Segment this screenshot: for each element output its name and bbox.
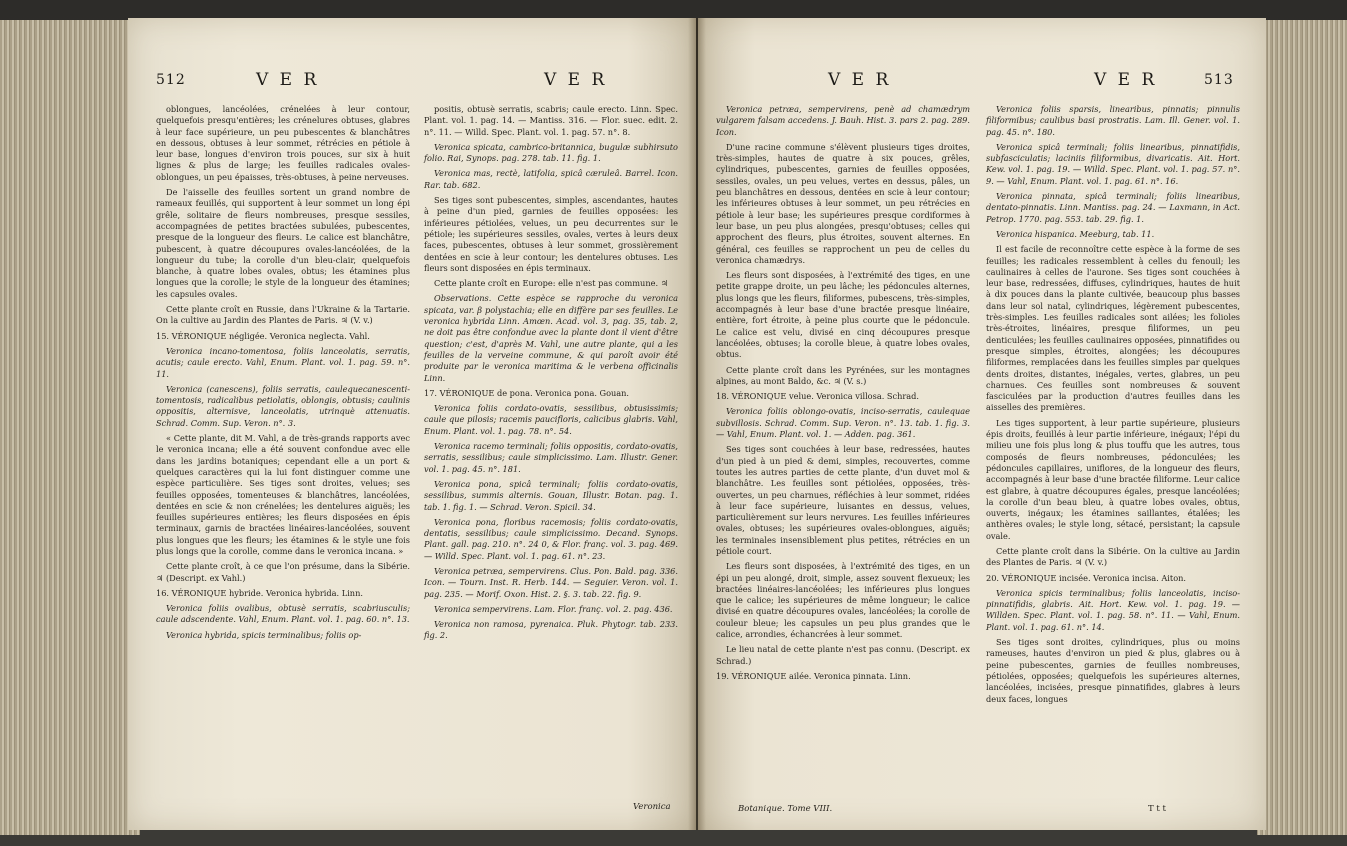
- left-column-1: [156, 104, 410, 645]
- paragraph: Ses tiges sont couchées à leur base, redressées, hautes d'un pied à un pied & demi, simples, recouvertes, comme toutes les autres parties de cette plante, d'un duvet mol & blanchâtre. Les feuilles sont pétiolées, opposées, très-ouvertes, un peu charnues, réfléchies à leur sommet, ridées à leur face supérieure, luisantes en dessus, velues, particulièrement sur leurs nervures. Les feuilles inférieures ovales, obtuses; les supérieures ovales-oblongues, aiguës; les terminales insensiblement plus petites, rétrécies en un pétiole court.: [716, 444, 970, 556]
- paragraph: Veronica foliis ovalibus, obtusè serratis, scabriusculis; caule adscendente. Vahl, Enum. Plant. vol. 1. pag. 60. n°. 13.: [156, 603, 410, 625]
- paragraph: Cette plante croît, à ce que l'on présume, dans la Sibérie. ♃ (Descript. ex Vahl.): [156, 561, 410, 583]
- right-column-1: [716, 104, 970, 686]
- right-column-2: [986, 104, 1240, 709]
- paragraph: Les fleurs sont disposées, à l'extrémité des tiges, en un épi un peu alongé, droit, simple, assez souvent flexueux; les bractées linéaires-lancéolées; les inférieures plus longues que le calice; les supérieures de même longueur; le calice divisé en quatre découpures ovales, lancéolées; la corolle de couleur bleue; les capsules un peu plus grandes que le calice, arrondies, échancrées à leur sommet.: [716, 561, 970, 640]
- paragraph: Veronica pona, spicâ terminali; foliis cordato-ovatis, sessilibus, summis alternis. Gouan, Illustr. Botan. pag. 1. tab. 1. fig. 1. — Schrad. Veron. Spicil. 34.: [424, 478, 678, 512]
- paragraph: Ses tiges sont pubescentes, simples, ascendantes, hautes à peine d'un pied, garnies de feuilles opposées: les inférieures pétiolées, velues, un peu decurrentes sur le pétiole; les supérieures sessiles, ovales, vertes à leurs deux faces, pubescentes, obtuses à leur sommet, grossièrement dentées en scie à leur contour; les dentelures obtuses. Les fleurs sont disposées en épis terminaux.: [424, 195, 678, 273]
- paragraph: Veronica incano-tomentosa, foliis lanceolatis, serratis, acutis; caule erecto. Vahl, Enum. Plant. vol. 1. pag. 59. n°. 11.: [156, 345, 410, 379]
- paragraph: Veronica hybrida, spicis terminalibus; foliis op-: [166, 629, 362, 640]
- right-volume-footer: Botanique. Tome VIII.: [738, 804, 833, 814]
- right-page-number: 513: [1204, 72, 1234, 88]
- paragraph: Veronica mas, rectè, latifolia, spicâ cæruleâ. Barrel. Icon. Rar. tab. 682.: [424, 168, 678, 190]
- right-running-head: [716, 70, 1256, 94]
- left-page-number: 512: [156, 72, 186, 88]
- page-edges-right: [1257, 20, 1347, 835]
- paragraph: Veronica spicâ terminali; foliis linearibus, pinnatifidis, subfasciculatis; laciniis filiformibus, divaricatis. Ait. Hort. Kew. vol. 1. pag. 19. — Willd. Spec. Plant. vol. 1. pag. 57. n°. 9. — Vahl, Enum. Plant. vol. 1. pag. 61. n°. 16.: [986, 141, 1240, 186]
- paragraph: Les fleurs sont disposées, à l'extrémité des tiges, en une petite grappe droite, un peu lâche; les pédoncules alternes, plus longs que les fleurs, filiformes, pubescens, très-simples, accompagnés à leur base d'une bractée presque linéaire, entière, fort étroite, à peine plus courte que le pédoncule. Le calice est velu, divisé en cinq découpures presque lancéolées, obtuses; la corolle bleue, à quatre lobes ovales, obtus.: [716, 270, 970, 360]
- paragraph: Cette plante croît en Europe: elle n'est pas commune. ♃: [434, 278, 668, 289]
- paragraph: Veronica pinnata, spicâ terminali; foliis linearibus, dentato-pinnatis. Linn. Mantiss. pag. 24. — Laxmann, in Act. Petrop. 1770. pag. 553. tab. 29. fig. 1.: [986, 191, 1240, 224]
- left-catchword: Veronica: [633, 802, 671, 812]
- paragraph: 19. VÉRONIQUE ailée. Veronica pinnata. Linn.: [716, 670, 911, 681]
- paragraph: 20. VÉRONIQUE incisée. Veronica incisa. Aiton.: [986, 572, 1186, 583]
- left-head-title-2: V E R: [544, 70, 608, 90]
- paragraph: Cette plante croît dans les Pyrénées, sur les montagnes alpines, au mont Baldo, &c. ♃ (V. s.): [716, 364, 970, 386]
- left-head-title-1: V E R: [256, 70, 320, 90]
- paragraph: Veronica (canescens), foliis serratis, caulequecanescenti-tomentosis, radicalibus petiolatis, oblongis, obtusis; caulinis oppositis, alternisve, lanceolatis, utrinquè attenuatis. Schrad. Comm. Sup. Veron. n°. 3.: [156, 383, 410, 428]
- right-signature-mark: T t t: [1148, 804, 1166, 814]
- paragraph: Observations. Cette espèce se rapproche du veronica spicata, var. β polystachia; elle en diffère par ses feuilles. Le veronica hybrida Linn. Amœn. Acad. vol. 3, pag. 35, tab. 2, ne doit pas être confondue avec la plante dont il vient d'être question; c'est, d'après M. Vahl, une autre plante, qui a les feuilles de la verveine commune, & qui paroît avoir été produite par le veronica maritima & le verbena officinalis Linn.: [424, 293, 678, 383]
- paragraph: oblongues, lancéolées, crénelées à leur contour, quelquefois presqu'entières; les crénelures obtuses, glabres à leur face supérieure, un peu pubescentes & blanchâtres en dessous, obtuses à leur sommet, rétrécies en pétiole à leur base, longues d'environ trois pouces, sur six à huit lignes & plus de large; les feuilles radicales ovales-oblongues, un peu épaisses, très-obtuses, à peine nerveuses.: [156, 104, 410, 182]
- paragraph: Veronica foliis cordato-ovatis, sessilibus, obtusissimis; caule que pilosis; racemis paucifloris, calicibus glabris. Vahl, Enum. Plant. vol. 1. pag. 78. n°. 54.: [424, 403, 678, 436]
- paragraph: Veronica racemo terminali; foliis oppositis, cordato-ovatis, serratis, sessilibus; caule simplicissimo. Lam. Illustr. Gener. vol. 1. pag. 45. n°. 181.: [424, 441, 678, 474]
- left-column-2: [424, 104, 678, 646]
- paragraph: Veronica spicis terminalibus; foliis lanceolatis, inciso-pinnatifidis, glabris. Ait. Hort. Kew. vol. 1. pag. 19. — Willden. Spec. Plant. vol. 1. pag. 58. n°. 11. — Vahl, Enum. Plant. vol. 1. pag. 61. n°. 14.: [986, 587, 1240, 632]
- paragraph: positis, obtusè serratis, scabris; caule erecto. Linn. Spec. Plant. vol. 1. pag. 14. — Mantiss. 316. — Flor. suec. edit. 2. n°. 11. — Willd. Spec. Plant. vol. 1. pag. 57. n°. 8.: [424, 104, 678, 137]
- paragraph: Veronica spicata, cambrico-britannica, bugulæ subhirsuto folio. Rai, Synops. pag. 278. tab. 11. fig. 1.: [424, 141, 678, 164]
- paragraph: Le lieu natal de cette plante n'est pas connu. (Descript. ex Schrad.): [716, 644, 970, 666]
- paragraph: 18. VÉRONIQUE velue. Veronica villosa. Schrad.: [716, 391, 920, 402]
- paragraph: 17. VÉRONIQUE de pona. Veronica pona. Gouan.: [424, 387, 630, 398]
- book-gutter: [688, 18, 706, 830]
- right-head-title-2: V E R: [1094, 70, 1158, 90]
- paragraph: Il est facile de reconnoître cette espèce à la forme de ses feuilles; les radicales ressemblent à celles du fenouil; les caulinaires à celles de l'aurone. Ses tiges sont couchées à leur base, redressées, diffuses, cylindriques, hautes de huit à dix pouces dans la plante cultivée, beaucoup plus basses dans leur sol natal, cylindriques, légèrement pubescentes, très-simples. Les feuilles radicales sont ailées; les folioles très-étroites, linéaires, presque filiformes, un peu denticulées; les feuilles caulinaires opposées, pinnatifides ou presque simples, étroites, alongées; les découpures filiformes, remplacées dans les feuilles simples par quelques dents droites, distantes, inégales, vertes, glabres, un peu charnues. Ces feuilles sont nombreuses & souvent fasciculées par la production d'autres feuilles dans les aisselles des premières.: [986, 244, 1240, 413]
- paragraph: Les tiges supportent, à leur partie supérieure, plusieurs épis droits, feuillés à leur partie inférieure, inégaux; l'épi du milieu une fois plus long & plus touffu que les autres, tous composés de fleurs nombreuses, pédonculées; les pédoncules capillaires, uniflores, de la longueur des fleurs, accompagnés à leur base d'une bractée filiforme. Leur calice est glabre, à quatre découpures égales, presque lancéolées; la corolle d'un beau bleu, à quatre lobes ovales, obtus, ouverts, inégaux; les étamines saillantes, étalées; les anthères ovales; le style long, sétacé, persistant; la capsule ovale.: [986, 417, 1240, 541]
- paragraph: Cette plante croît dans la Sibérie. On la cultive au Jardin des Plantes de Paris. ♃ (V. v.): [986, 545, 1240, 568]
- paragraph: Veronica pona, floribus racemosis; foliis cordato-ovatis, dentatis, sessilibus; caule simplicissimo. Decand. Synops. Plant. gall. pag. 210. n°. 24 0, & Flor. franç. vol. 3. pag. 469. — Willd. Spec. Plant. vol. 1. pag. 61. n°. 23.: [424, 516, 678, 561]
- paragraph: 15. VÉRONIQUE négligée. Veronica neglecta. Vahl.: [156, 330, 370, 341]
- paragraph: Ses tiges sont droites, cylindriques, plus ou moins rameuses, hautes d'environ un pied & plus, glabres ou à peine pubescentes, garnies de feuilles nombreuses, pétiolées, opposées; quelquefois les supérieures alternes, lancéolées, incisées, presque pinnatifides, glabres à leurs deux faces, longues: [986, 637, 1240, 704]
- paragraph: D'une racine commune s'élèvent plusieurs tiges droites, très-simples, hautes de quatre à six pouces, grêles, cylindriques, pubescentes, garnies de feuilles opposées, sessiles, ovales, un peu velues, vertes en dessus, pâles, un peu blanchâtres en dessous, dentées en scie à leur contour; les inférieures obtuses à leur sommet, un peu rétrécies en pétiole à leur base; les supérieures presque cordiformes à leur base, un peu plus alongées, presqu'obtuses; celles qui approchent des fleurs, plus étroites, souvent alternes. En général, ces feuilles se rapprochent un peu de celles du veronica chamædrys.: [716, 141, 970, 265]
- paragraph: « Cette plante, dit M. Vahl, a de très-grands rapports avec le veronica incana; elle a été souvent confondue avec elle dans les jardins botaniques; cependant elle a un port & quelques caractères qui la lui font distinguer comme une espèce particulière. Ses tiges sont droites, velues; ses feuilles opposées, tomenteuses & blanchâtres, lancéolées, dentées en scie & non crénelées; les dentelures aiguës; les feuilles supérieures entières; les fleurs disposées en épis terminaux, garnis de bractées linéaires-lancéolées, souvent plus longues que les fleurs; les étamines & le style une fois plus longs que la corolle, comme dans le veronica incana. »: [156, 433, 410, 556]
- paragraph: Cette plante croît en Russie, dans l'Ukraine & la Tartarie. On la cultive au Jardin des Plantes de Paris. ♃ (V. v.): [156, 304, 410, 326]
- page-edges-left: [0, 20, 140, 835]
- paragraph: Veronica hispanica. Meeburg, tab. 11.: [996, 228, 1155, 239]
- paragraph: Veronica sempervirens. Lam. Flor. franç. vol. 2. pag. 436.: [434, 603, 673, 614]
- paragraph: Veronica petræa, sempervirens. Clus. Pon. Bald. pag. 336. Icon. — Tourn. Inst. R. Herb. 144. — Seguier. Veron. vol. 1. pag. 235. — Morif. Oxon. Hist. 2. §. 3. tab. 22. fig. 9.: [424, 565, 678, 599]
- right-head-title-1: V E R: [828, 70, 892, 90]
- right-page: [698, 18, 1266, 830]
- paragraph: Veronica foliis oblongo-ovatis, inciso-serratis, caulequae subvillosis. Schrad. Comm. Sup. Veron. n°. 13. tab. 1. fig. 3. — Vahl, Enum. Plant. vol. 1. — Adden. pag. 361.: [716, 406, 970, 440]
- paragraph: Veronica foliis sparsis, linearibus, pinnatis; pinnulis filiformibus; caulibus basi prostratis. Lam. Ill. Gener. vol. 1. pag. 45. n°. 180.: [986, 104, 1240, 137]
- paragraph: De l'aisselle des feuilles sortent un grand nombre de rameaux feuillés, qui supportent à leur sommet un long épi grêle, solitaire de fleurs nombreuses, presque sessiles, accompagnées de petites bractées subulées, pubescentes, presque de la longueur des fleurs. Le calice est blanchâtre, pubescent, à quatre découpures ovales-lancéolées, de la longueur du tube; la corolle d'un bleu-clair, quelquefois blanche, à quatre lobes ovales, obtus; les étamines plus longues que la corolle; le style de la longueur des étamines; les capsules ovales.: [156, 187, 410, 299]
- left-running-head: [156, 70, 696, 94]
- paragraph: Veronica petræa, sempervirens, penè ad chamædrym vulgarem falsam accedens. J. Bauh. Hist. 3. pars 2. pag. 289. Icon.: [716, 104, 970, 137]
- paragraph: 16. VÉRONIQUE hybride. Veronica hybrida. Linn.: [156, 587, 363, 598]
- left-page: [128, 18, 696, 830]
- paragraph: Veronica non ramosa, pyrenaica. Pluk. Phytogr. tab. 233. fig. 2.: [424, 619, 678, 641]
